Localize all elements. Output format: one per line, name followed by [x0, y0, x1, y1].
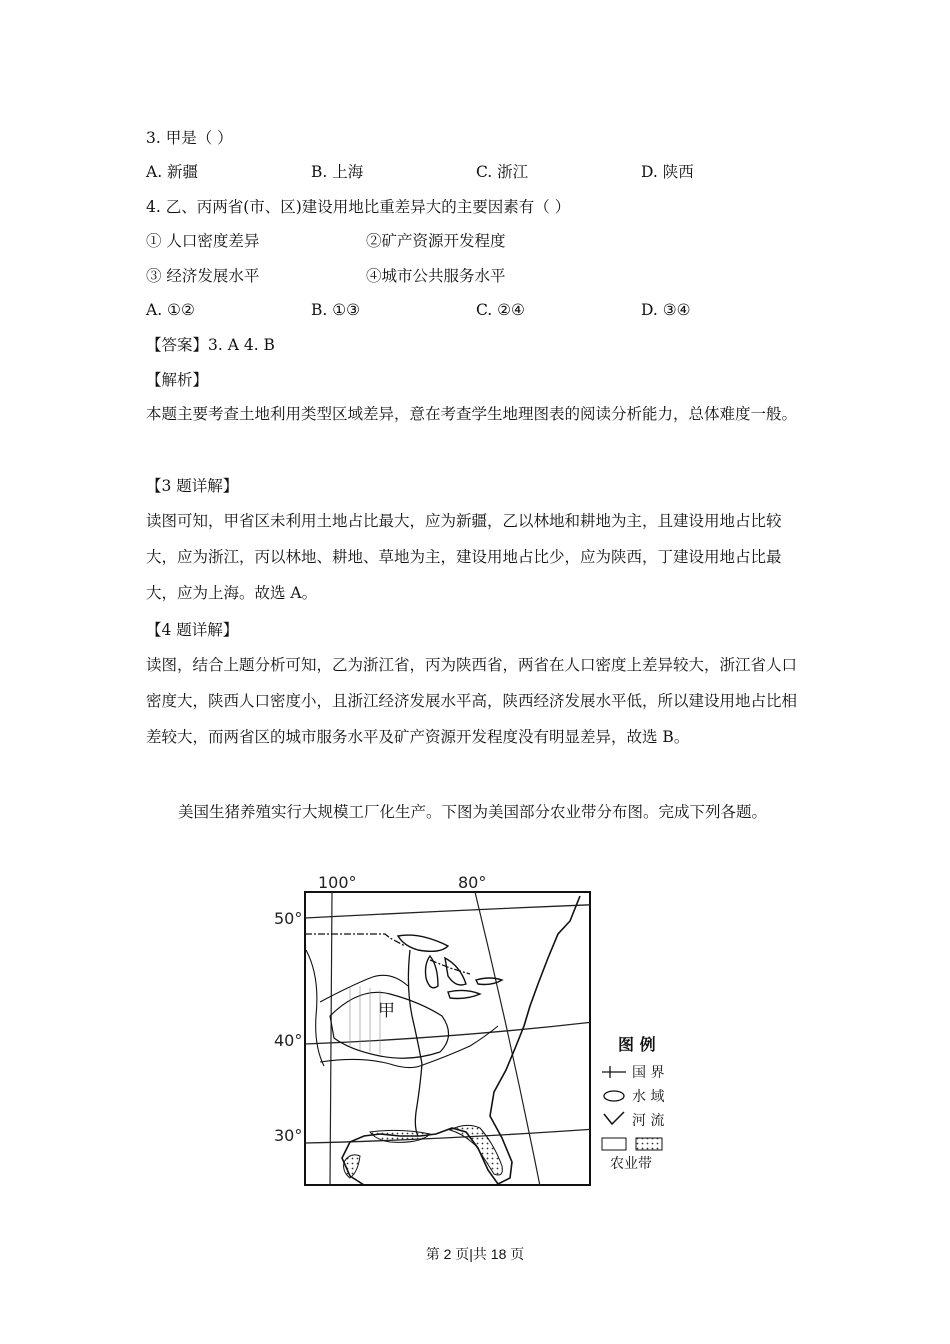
- q4-option-c: C. ②④: [476, 301, 525, 319]
- belt-plain-icon: [602, 1138, 626, 1150]
- map-svg: [274, 866, 700, 1196]
- us-agriculture-map: [274, 866, 700, 1196]
- lat-30-label: 30°: [274, 1126, 303, 1145]
- intro-text: 美国生猪养殖实行大规模工厂化生产。下图为美国部分农业带分布图。完成下列各题。: [178, 803, 768, 821]
- q4-item-2: ②矿产资源开发程度: [366, 232, 506, 250]
- q4-item-4: ④城市公共服务水平: [366, 267, 506, 285]
- legend-water-label: 水 域: [632, 1089, 665, 1105]
- q4-stem: 4. 乙、丙两省(市、区)建设用地比重差异大的主要因素有（ ）: [146, 198, 571, 216]
- lon-80-label: 80°: [458, 873, 487, 892]
- q4-item-1: ① 人口密度差异: [146, 232, 260, 250]
- analysis-heading: 【解析】: [146, 371, 209, 389]
- q4-option-b: B. ①③: [311, 301, 361, 319]
- q3-option-a: A. 新疆: [146, 163, 199, 181]
- legend-title: 图 例: [618, 1035, 656, 1054]
- detail-4-body: 读图，结合上题分析可知，乙为浙江省，丙为陕西省，两省在人口密度上差异较大，浙江省人口密度大，陕西人口密度小，且浙江经济发展水平高，陕西经济发展水平低，所以建设用地占比相差较大，而两省区的城市服务水平及矿产资源开发程度没有明显差异，故选 B。: [146, 656, 798, 746]
- q3-option-b: B. 上海: [311, 163, 364, 181]
- analysis-body: 本题主要考查土地利用类型区域差异，意在考查学生地理图表的阅读分析能力，总体难度一般。: [146, 405, 798, 423]
- q4-option-d: D. ③④: [641, 301, 691, 319]
- q4-option-a: A. ①②: [146, 301, 195, 319]
- map-legend: [602, 1035, 664, 1172]
- belt-dotted-icon: [636, 1138, 662, 1150]
- region-jia-label: 甲: [378, 1001, 395, 1021]
- lat-50-label: 50°: [274, 909, 303, 928]
- lat-40-label: 40°: [274, 1031, 303, 1050]
- map-content: [305, 892, 610, 1186]
- detail-4-heading: 【4 题详解】: [146, 621, 239, 639]
- q3-option-c: C. 浙江: [476, 163, 529, 181]
- legend-river-label: 河 流: [632, 1113, 665, 1129]
- lon-100-label: 100°: [318, 873, 357, 892]
- water-icon: [604, 1091, 624, 1101]
- legend-border-label: 国 界: [632, 1065, 665, 1081]
- legend-belt-label: 农业带: [610, 1156, 652, 1172]
- detail-3-heading: 【3 题详解】: [146, 477, 239, 495]
- river-icon: [604, 1112, 624, 1124]
- detail-3-body: 读图可知，甲省区未利用土地占比最大，应为新疆，乙以林地和耕地为主，且建设用地占比较大，应为浙江，丙以林地、耕地、草地为主，建设用地占比少，应为陕西，丁建设用地占比最大，应为上海。故选 A。: [146, 512, 782, 602]
- page-footer: 第 2 页|共 18 页: [425, 1246, 525, 1262]
- q3-option-d: D. 陕西: [641, 163, 694, 181]
- answer-line: 【答案】3. A 4. B: [146, 336, 275, 354]
- q4-item-3: ③ 经济发展水平: [146, 267, 260, 285]
- q3-stem: 3. 甲是（ ）: [146, 129, 233, 147]
